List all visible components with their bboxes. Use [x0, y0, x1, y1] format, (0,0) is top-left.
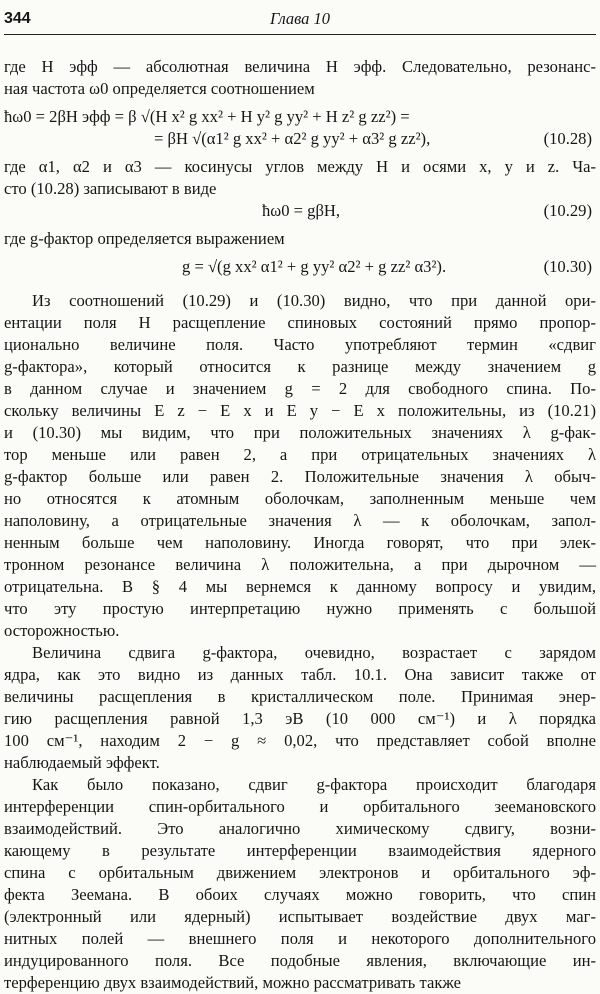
equation-body: = βH √(α1² g xx² + α2² g yy² + α3² g zz²),	[154, 129, 431, 148]
text-line: взаимодействий. Это аналогично химическому сдвигу, возни-	[4, 819, 596, 838]
page-body	[4, 56, 596, 994]
text-line: ненным больше чем наполовину. Иногда говорят, что при элек-	[4, 533, 596, 552]
text-line: g-фактора», который относится к разнице между значением g	[4, 357, 596, 376]
chapter-title: Глава 10	[269, 9, 331, 28]
page-number: 344	[4, 10, 31, 27]
text-line: Из соотношений (10.29) и (10.30) видно, что при данной ори-	[32, 291, 596, 310]
text-line: в данном случае и значением g = 2 для свободного спина. По-	[4, 379, 596, 398]
text-line: и (10.30) мы видим, что при положительных значениях λ g-фак-	[4, 423, 596, 442]
text-line: наполовину, а отрицательные значения λ — к оболочкам, запол-	[4, 511, 596, 530]
equation-10-29	[4, 200, 596, 222]
equation-number: (10.28)	[543, 129, 592, 148]
equation-body: ħω0 = 2βH эфф = β √(H x² g xx² + H y² g yy² + H z² g zz²) =	[4, 107, 410, 126]
paragraph-3	[4, 774, 596, 994]
text-line: ная частота ω0 определяется соотношением	[4, 79, 315, 98]
text-line: наблюдаемый эффект.	[4, 753, 160, 772]
paragraph-1	[4, 290, 596, 642]
text-line: осторожностью.	[4, 621, 120, 640]
text-line: отрицательна. В § 4 мы вернемся к данному вопросу и увидим,	[4, 577, 596, 596]
equation-number: (10.30)	[543, 257, 592, 276]
text-line: гию расщепления равной 1,3 эВ (10 000 см⁻¹) и λ порядка	[4, 709, 596, 728]
text-line: ядра, как это видно из данных табл. 10.1. Она зависит также от	[4, 665, 596, 684]
paragraph-2	[4, 642, 596, 774]
after-10-28-text	[4, 156, 596, 200]
page-header	[4, 4, 596, 35]
text-line: где H эфф — абсолютная величина H эфф. Следовательно, резонанс-	[4, 57, 596, 76]
text-line: но относятся к атомным оболочкам, заполненным меньше чем	[4, 489, 596, 508]
text-line: где α1, α2 и α3 — косинусы углов между H и осями x, y и z. Ча-	[4, 157, 596, 176]
text-line: кающему в результате интерференции взаимодействия ядерного	[4, 841, 596, 860]
equation-10-30	[4, 256, 596, 278]
text-line: индуцированного поля. Все подобные явления, включающие ин-	[4, 951, 596, 970]
equation-number: (10.29)	[543, 201, 592, 220]
text-line: скольку величины E z − E x и E y − E x положительны, из (10.21)	[4, 401, 596, 420]
text-line: спина с орбитальным движением электронов и орбитального эф-	[4, 863, 596, 882]
intro-text	[4, 56, 596, 100]
equation-body: g = √(g xx² α1² + g yy² α2² + g zz² α3²).	[182, 257, 447, 276]
text-line: ционально величине поля. Часто употребляют термин «сдвиг	[4, 335, 596, 354]
text-line: Как было показано, сдвиг g-фактора происходит благодаря	[32, 775, 596, 794]
text-line: ентации поля H расщепление спиновых состояний прямо пропор-	[4, 313, 596, 332]
text-line: Величина сдвига g-фактора, очевидно, возрастает с зарядом	[32, 643, 596, 662]
text-line: терференцию двух взаимодействий, можно рассматривать также	[4, 973, 462, 992]
text-line: величины расщепления в кристаллическом поле. Принимая энер-	[4, 687, 596, 706]
text-line: нитных полей — внешнего поля и некоторого дополнительного	[4, 929, 596, 948]
text-line: сто (10.28) записывают в виде	[4, 179, 217, 198]
text-line: тронном резонансе величина λ положительна, а при дырочном —	[4, 555, 596, 574]
gfactor-intro: где g-фактор определяется выражением	[4, 229, 285, 248]
text-line: g-фактор больше или равен 2. Положительные значения λ обыч-	[4, 467, 596, 486]
text-line: интерференции спин-орбитального и орбитального зеемановского	[4, 797, 596, 816]
text-line: (электронный или ядерный) испытывает воздействие двух маг-	[4, 907, 596, 926]
equation-body: ħω0 = gβH,	[262, 201, 341, 220]
text-line: 100 см⁻¹, находим 2 − g ≈ 0,02, что представляет собой вполне	[4, 731, 596, 750]
text-line: тор меньше или равен 2, а при отрицательных значениях λ	[4, 445, 596, 464]
text-line: что эту простую интерпретацию нужно применять с большой	[4, 599, 596, 618]
equation-10-28-line2	[4, 128, 596, 150]
equation-10-28-line1	[4, 106, 596, 128]
text-line: фекта Зеемана. В обоих случаях можно говорить, что спин	[4, 885, 596, 904]
